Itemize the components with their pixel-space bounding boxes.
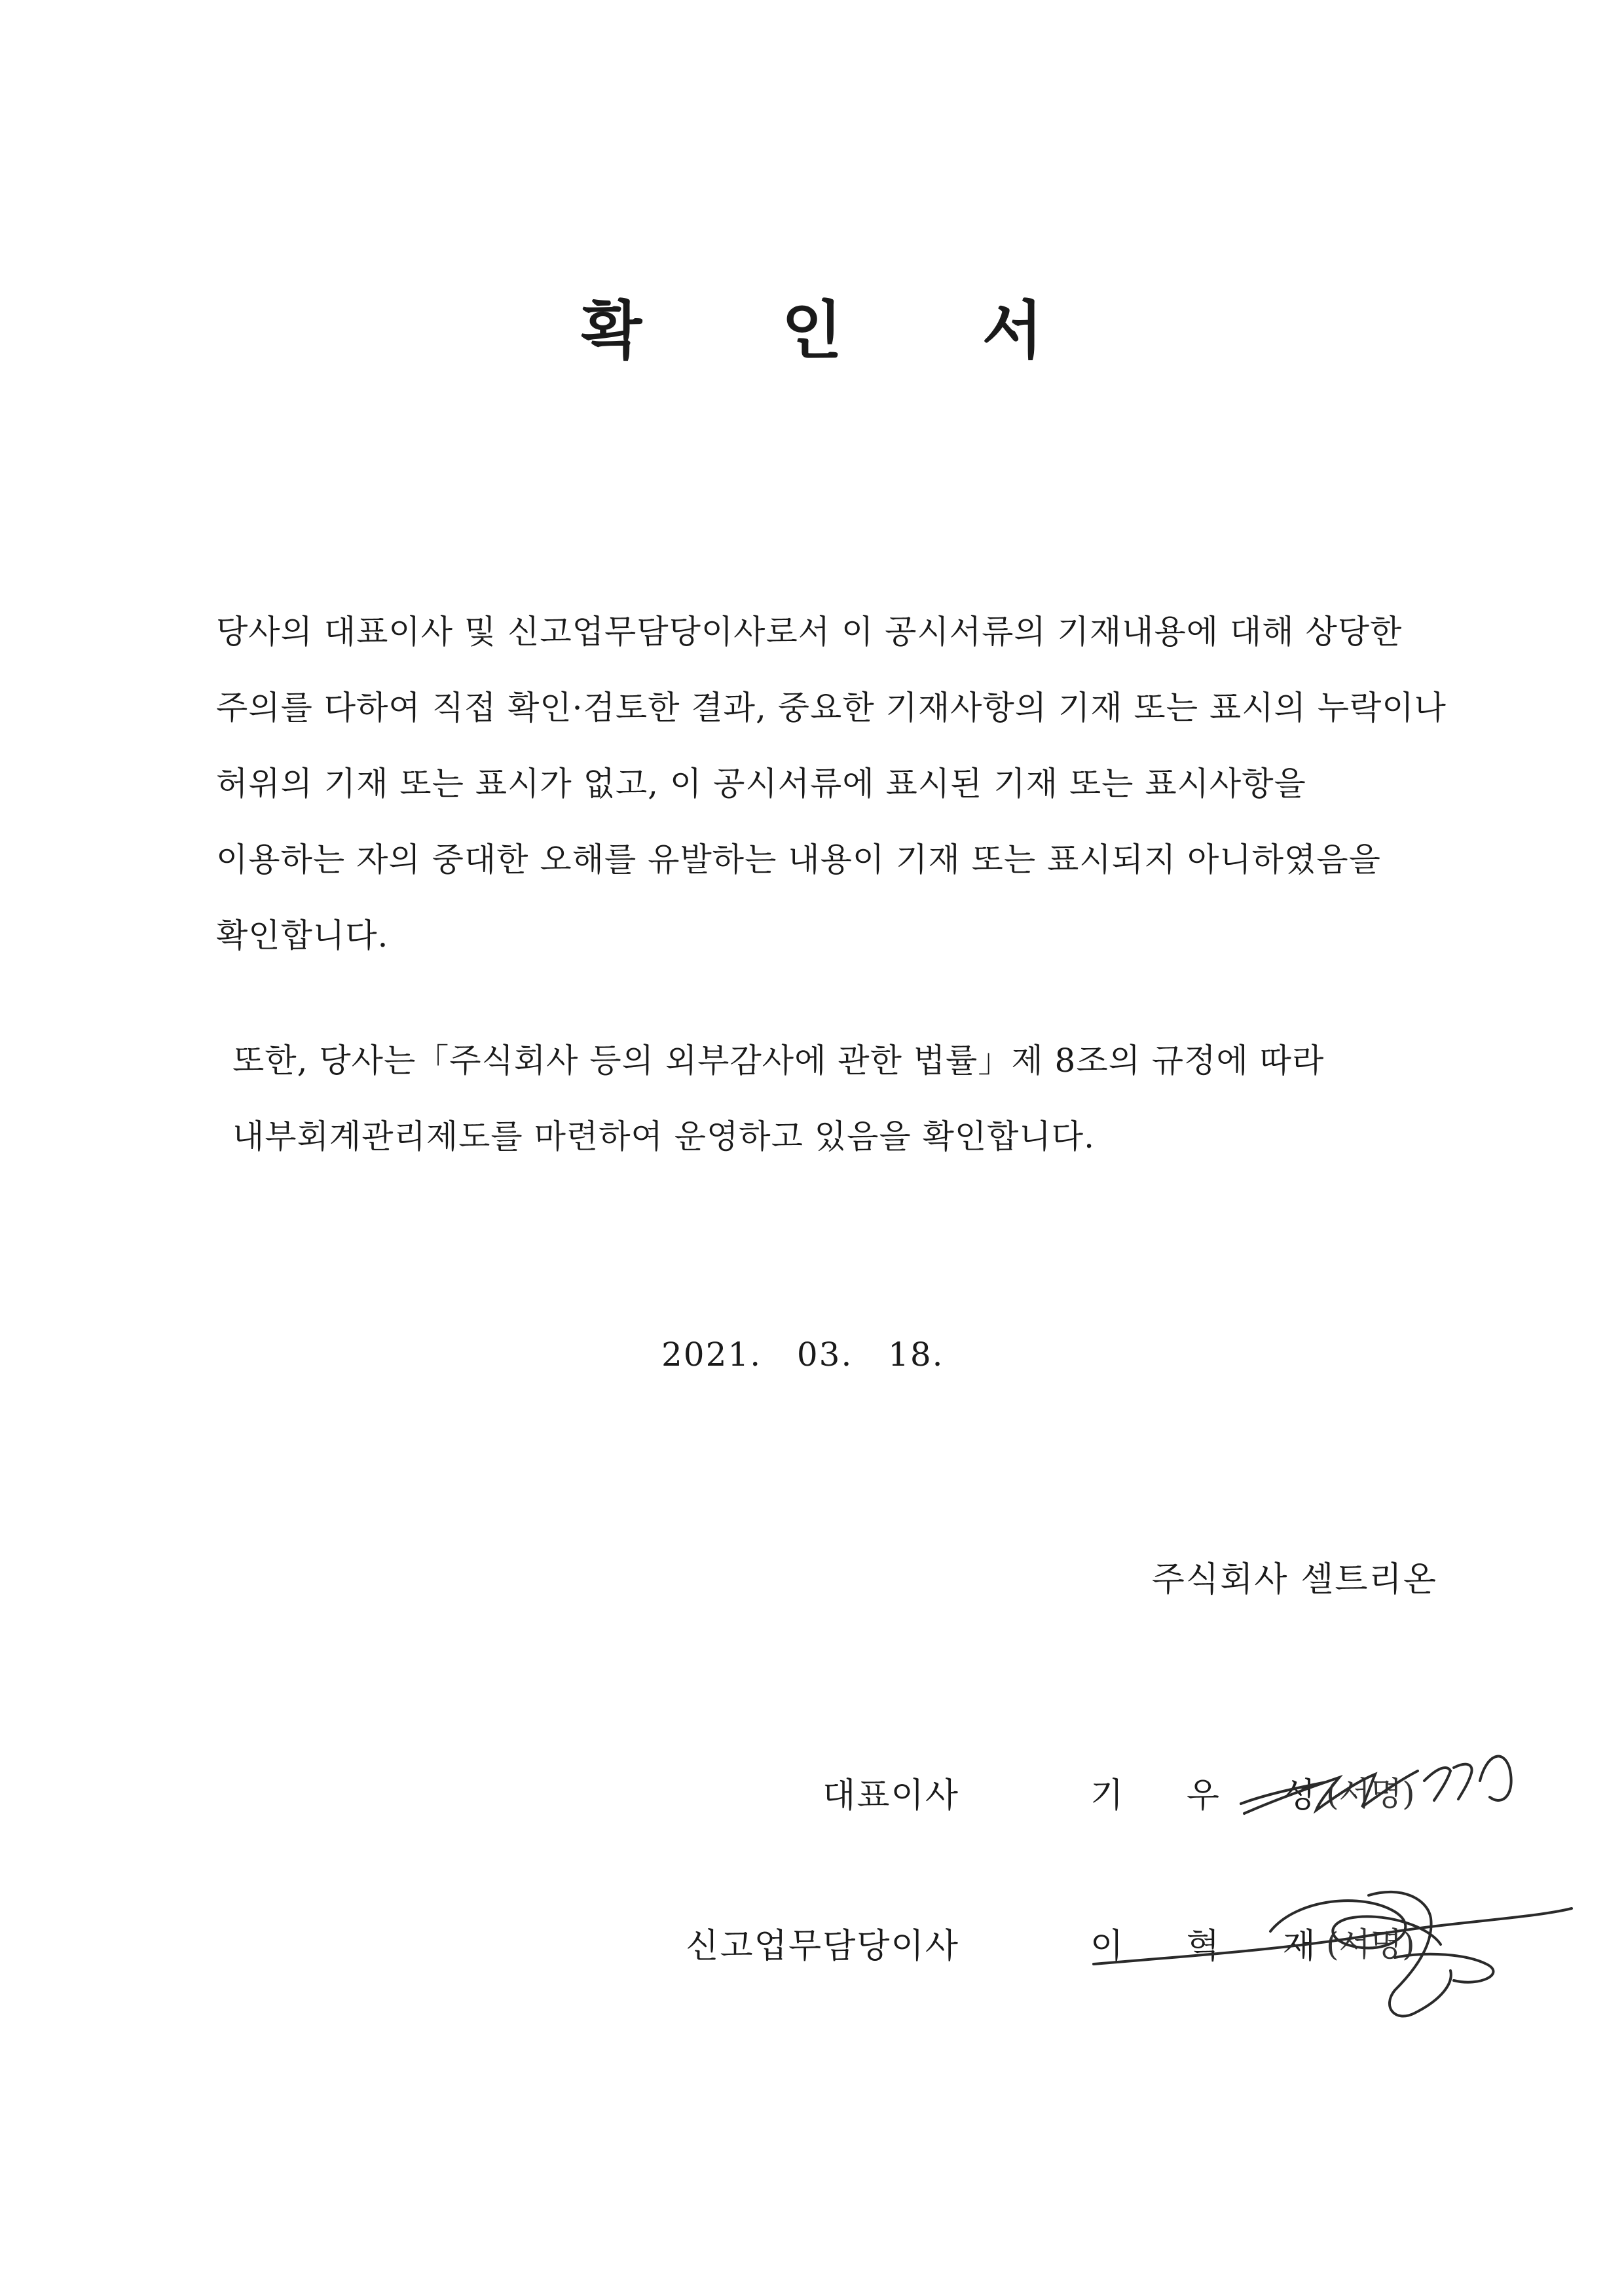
signatory-role: 신고업무담당이사 (686, 1927, 959, 1966)
company-name: 주식회사 셀트리온 (1151, 1560, 1437, 1599)
paragraph-line: 내부회계관리제도를 마련하여 운영하고 있음을 확인합니다. (232, 1118, 1095, 1156)
paragraph-line: 확인합니다. (216, 917, 389, 955)
handwritten-signature-officer (1087, 1872, 1585, 2043)
signatory-name: 기 우 성 (1090, 1776, 1342, 1815)
sign-label: (서명) (1326, 1775, 1415, 1813)
paragraph-line: 또한, 당사는「주식회사 등의 외부감사에 관한 법률」제 8조의 규정에 따라 (232, 1042, 1325, 1080)
internal-control-paragraph (232, 1044, 1477, 1196)
confirmation-paragraph (216, 615, 1460, 995)
paragraph-line: 이용하는 자의 중대한 오해를 유발하는 내용이 기재 또는 표시되지 아니하였음을 (216, 841, 1381, 879)
document-title: 확 인 서 (581, 293, 1102, 367)
signatory-role: 대표이사 (822, 1776, 959, 1815)
document-date: 2021. 03. 18. (661, 1336, 944, 1374)
paragraph-line: 당사의 대표이사 및 신고업무담당이사로서 이 공시서류의 기재내용에 대해 상당한 (216, 613, 1403, 651)
paragraph-line: 주의를 다하여 직접 확인·검토한 결과, 중요한 기재사항의 기재 또는 표시의 누락이나 (216, 689, 1447, 727)
signature-row-disclosure-officer (0, 1918, 1624, 1971)
handwritten-signature-ceo (1228, 1741, 1529, 1827)
signature-row-ceo (0, 1768, 1624, 1820)
signatory-name: 이 혁 재 (1090, 1927, 1342, 1966)
paragraph-line: 허위의 기재 또는 표시가 없고, 이 공시서류에 표시된 기재 또는 표시사항을 (216, 765, 1306, 803)
sign-label: (서명) (1326, 1925, 1415, 1963)
